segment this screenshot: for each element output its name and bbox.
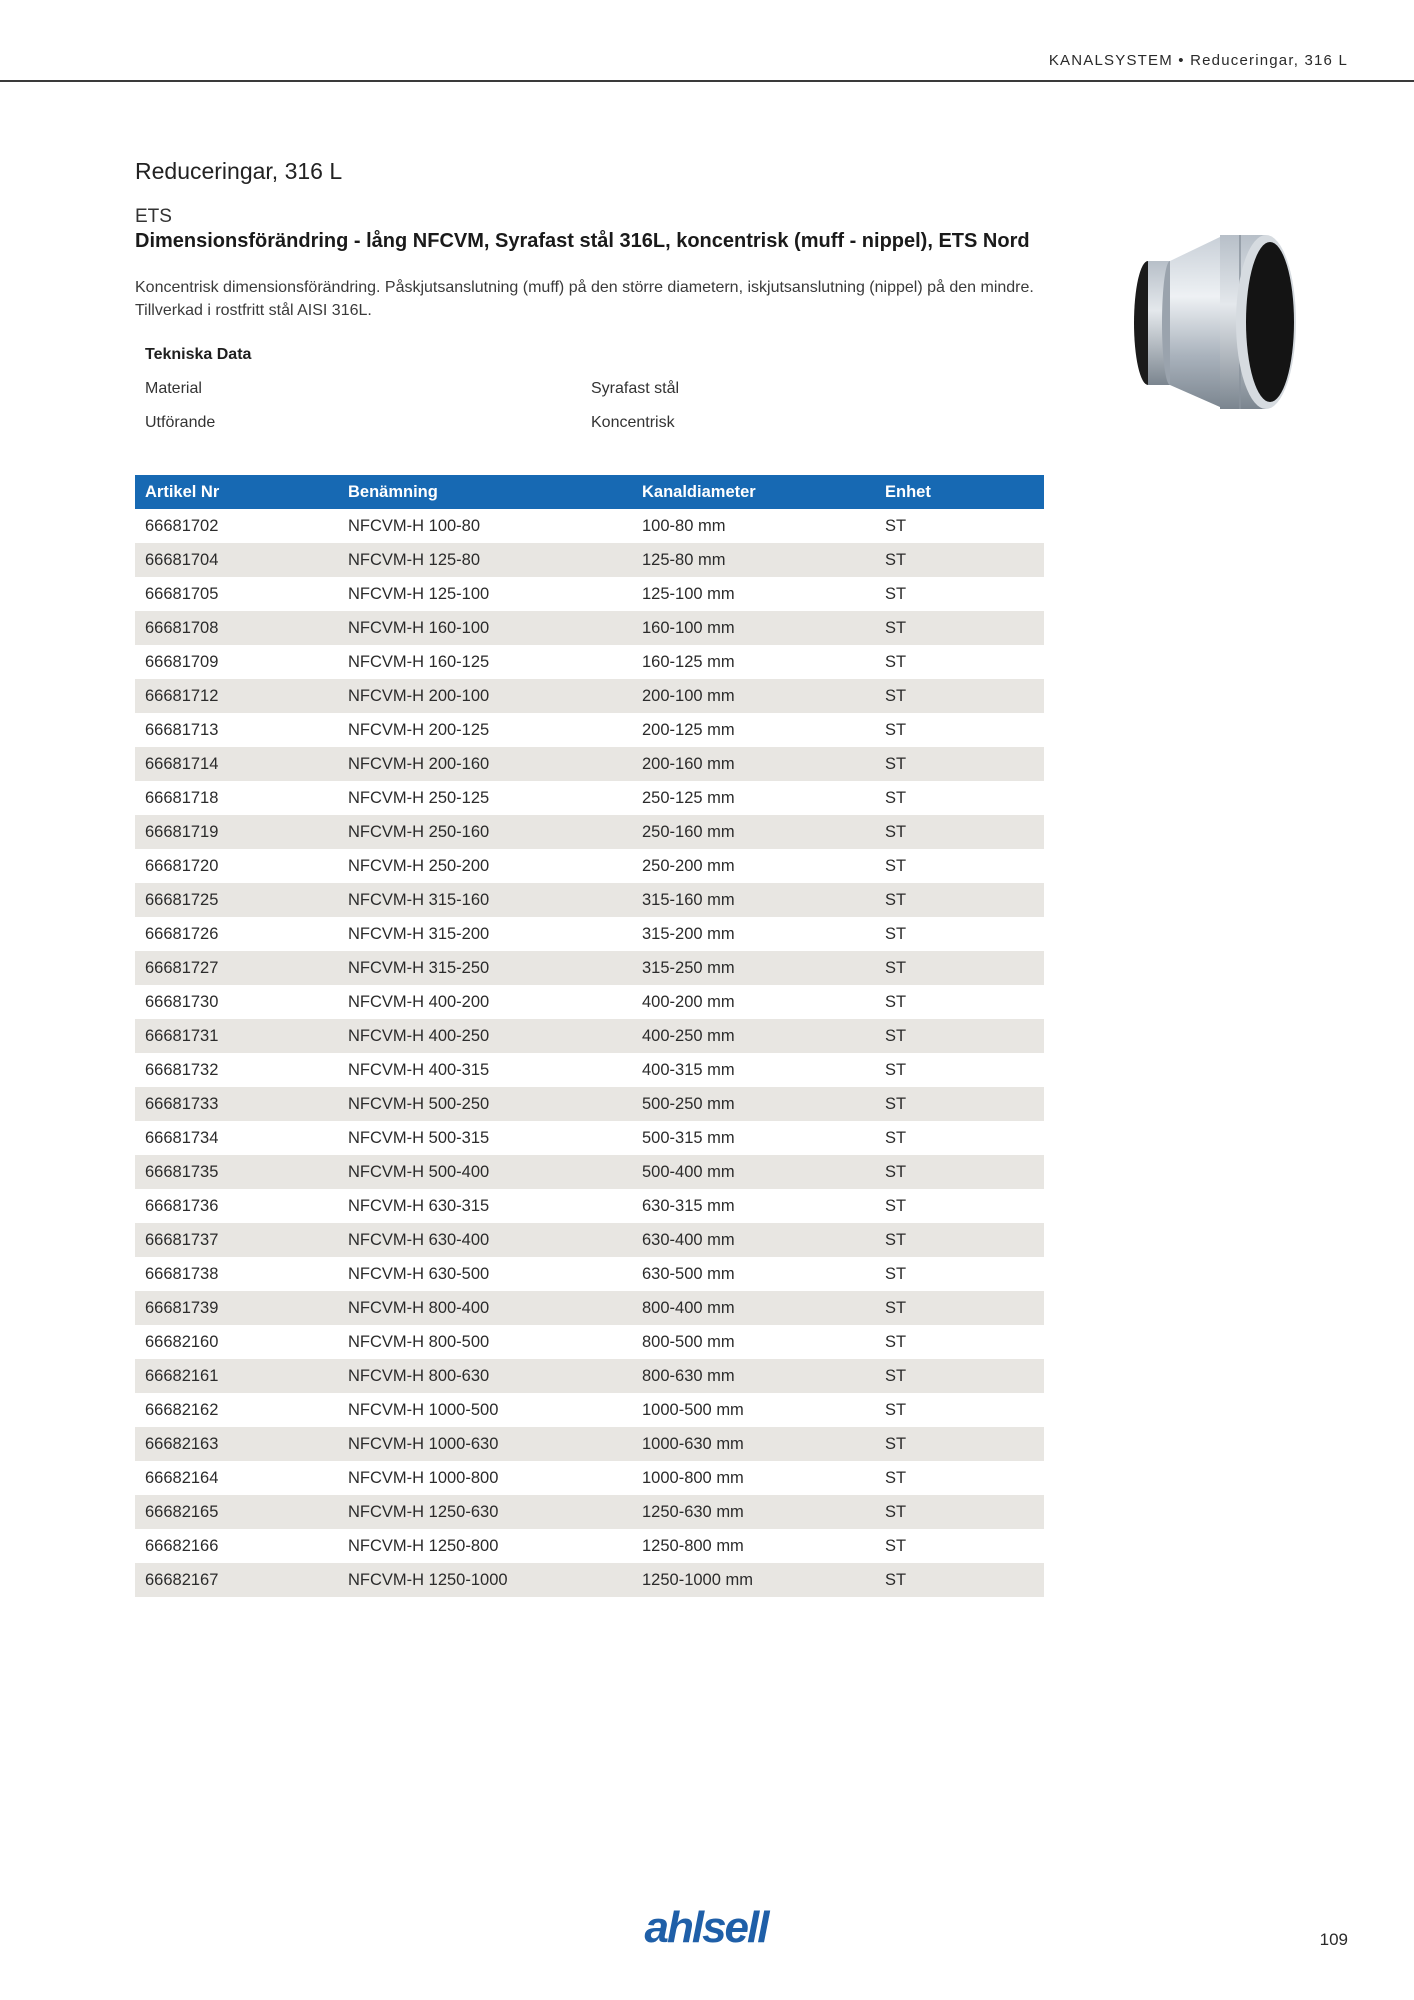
unit-cell: ST — [885, 652, 907, 671]
product-name-cell: NFCVM-H 800-400 — [338, 1291, 632, 1325]
article-number-cell: 66681730 — [145, 992, 219, 1011]
table-row — [135, 1087, 1044, 1121]
product-brand: ETS — [135, 206, 172, 227]
duct-diameter-cell: 500-400 mm — [632, 1155, 875, 1189]
unit-cell: ST — [885, 992, 907, 1011]
unit-cell: ST — [875, 1291, 1044, 1325]
product-name-cell: NFCVM-H 400-250 — [338, 1019, 632, 1053]
duct-diameter-cell: 1000-800 mm — [642, 1468, 744, 1487]
table-row — [135, 917, 1044, 951]
unit-cell: ST — [875, 611, 1044, 645]
column-header-unit: Enhet — [875, 475, 1044, 509]
table-row — [135, 1393, 1044, 1427]
technical-data-row — [135, 372, 1045, 406]
duct-diameter-cell: 400-200 mm — [642, 992, 735, 1011]
article-number-cell: 66682167 — [135, 1563, 338, 1597]
unit-cell: ST — [885, 720, 907, 739]
table-row — [135, 1223, 1044, 1257]
unit-cell: ST — [875, 1495, 1044, 1529]
duct-diameter-cell: 800-500 mm — [642, 1332, 735, 1351]
table-row — [135, 1325, 1044, 1359]
table-row — [135, 1189, 1044, 1223]
duct-diameter-cell: 800-630 mm — [632, 1359, 875, 1393]
duct-diameter-cell: 800-400 mm — [632, 1291, 875, 1325]
product-table — [135, 475, 1044, 1597]
duct-diameter-cell: 125-100 mm — [642, 584, 735, 603]
duct-diameter-cell: 200-125 mm — [642, 720, 735, 739]
article-number-cell: 66681720 — [145, 856, 219, 875]
unit-cell: ST — [875, 1563, 1044, 1597]
unit-cell: ST — [875, 815, 1044, 849]
reducer-product-image — [1120, 225, 1300, 425]
table-row — [135, 543, 1044, 577]
table-row — [135, 1053, 1044, 1087]
column-header-diameter: Kanaldiameter — [632, 475, 875, 509]
unit-cell: ST — [885, 1196, 907, 1215]
unit-cell: ST — [885, 516, 907, 535]
duct-diameter-cell: 250-125 mm — [642, 788, 735, 807]
duct-diameter-cell: 125-80 mm — [632, 543, 875, 577]
duct-diameter-cell: 630-315 mm — [642, 1196, 735, 1215]
article-number-cell: 66681727 — [135, 951, 338, 985]
product-name-cell: NFCVM-H 200-160 — [338, 747, 632, 781]
table-row — [135, 1121, 1044, 1155]
duct-diameter-cell: 100-80 mm — [642, 516, 726, 535]
column-header-article: Artikel Nr — [135, 475, 338, 509]
product-description: Koncentrisk dimensionsförändring. Påskjutsanslutning (muff) på den större diametern, iskjutsanslutning (nippel) på den mindre. Tillverkad i rostfritt stål AISI 316L. — [135, 279, 1034, 319]
technical-data-title: Tekniska Data — [145, 346, 252, 363]
unit-cell: ST — [885, 1536, 907, 1555]
article-number-cell: 66682165 — [135, 1495, 338, 1529]
article-number-cell: 66681705 — [145, 584, 219, 603]
duct-diameter-cell: 400-315 mm — [642, 1060, 735, 1079]
table-row — [135, 1019, 1044, 1053]
technical-data-row — [135, 406, 1045, 440]
product-name-cell: NFCVM-H 200-100 — [338, 679, 632, 713]
table-row — [135, 1257, 1044, 1291]
unit-cell: ST — [885, 1264, 907, 1283]
article-number-cell: 66681733 — [135, 1087, 338, 1121]
technical-data-label: Material — [145, 380, 202, 397]
unit-cell: ST — [885, 1468, 907, 1487]
article-number-cell: 66682161 — [135, 1359, 338, 1393]
article-number-cell: 66681712 — [135, 679, 338, 713]
table-row — [135, 1529, 1044, 1563]
article-number-cell: 66681737 — [135, 1223, 338, 1257]
table-row — [135, 679, 1044, 713]
duct-diameter-cell: 160-125 mm — [642, 652, 735, 671]
logo-text: ahlsell — [644, 1903, 768, 1952]
ahlsell-logo — [634, 1900, 779, 1954]
unit-cell: ST — [875, 883, 1044, 917]
unit-cell: ST — [875, 1359, 1044, 1393]
product-name-cell: NFCVM-H 125-100 — [348, 584, 490, 603]
article-number-cell: 66682163 — [135, 1427, 338, 1461]
unit-cell: ST — [875, 747, 1044, 781]
duct-diameter-cell: 1250-800 mm — [642, 1536, 744, 1555]
table-row — [135, 713, 1044, 747]
unit-cell: ST — [885, 1332, 907, 1351]
table-row — [135, 1461, 1044, 1495]
product-name-cell: NFCVM-H 160-100 — [338, 611, 632, 645]
product-name-cell: NFCVM-H 315-250 — [338, 951, 632, 985]
unit-cell: ST — [885, 1128, 907, 1147]
product-name-cell: NFCVM-H 1250-630 — [338, 1495, 632, 1529]
duct-diameter-cell: 1250-1000 mm — [632, 1563, 875, 1597]
technical-data — [135, 338, 1045, 440]
article-number-cell: 66681739 — [135, 1291, 338, 1325]
technical-data-value: Koncentrisk — [591, 414, 675, 431]
article-number-cell: 66681718 — [145, 788, 219, 807]
product-name-cell: NFCVM-H 800-500 — [348, 1332, 490, 1351]
product-name-cell: NFCVM-H 250-200 — [348, 856, 490, 875]
duct-diameter-cell: 1000-500 mm — [642, 1400, 744, 1419]
unit-cell: ST — [875, 1087, 1044, 1121]
unit-cell: ST — [885, 788, 907, 807]
article-number-cell: 66681719 — [135, 815, 338, 849]
product-name-cell: NFCVM-H 200-125 — [348, 720, 490, 739]
article-number-cell: 66682160 — [145, 1332, 219, 1351]
unit-cell: ST — [875, 951, 1044, 985]
product-name-cell: NFCVM-H 1000-630 — [338, 1427, 632, 1461]
table-row — [135, 577, 1044, 611]
product-name-cell: NFCVM-H 500-400 — [338, 1155, 632, 1189]
unit-cell: ST — [875, 543, 1044, 577]
duct-diameter-cell: 1250-630 mm — [632, 1495, 875, 1529]
section-title: Reduceringar, 316 L — [135, 158, 343, 184]
table-body — [135, 509, 1044, 1597]
header-divider — [0, 80, 1414, 82]
article-number-cell: 66681714 — [135, 747, 338, 781]
article-number-cell: 66681731 — [135, 1019, 338, 1053]
column-header-name: Benämning — [338, 475, 632, 509]
table-row — [135, 1563, 1044, 1597]
product-name-cell: NFCVM-H 1000-800 — [348, 1468, 499, 1487]
running-header: KANALSYSTEM • Reduceringar, 316 L — [1048, 52, 1348, 69]
article-number-cell: 66682162 — [145, 1400, 219, 1419]
article-number-cell: 66681704 — [135, 543, 338, 577]
product-title: Dimensionsförändring - lång NFCVM, Syrafast stål 316L, koncentrisk (muff - nippel), ETS Nord — [135, 230, 1030, 252]
duct-diameter-cell: 160-100 mm — [632, 611, 875, 645]
unit-cell: ST — [875, 1427, 1044, 1461]
article-number-cell: 66682166 — [145, 1536, 219, 1555]
table-row — [135, 747, 1044, 781]
table-row — [135, 611, 1044, 645]
article-number-cell: 66681713 — [145, 720, 219, 739]
unit-cell: ST — [885, 1060, 907, 1079]
duct-diameter-cell: 500-250 mm — [632, 1087, 875, 1121]
article-number-cell: 66681708 — [135, 611, 338, 645]
product-name-cell: NFCVM-H 315-200 — [348, 924, 490, 943]
table-row — [135, 1427, 1044, 1461]
table-row — [135, 509, 1044, 543]
product-name-cell: NFCVM-H 1250-1000 — [338, 1563, 632, 1597]
duct-diameter-cell: 200-160 mm — [632, 747, 875, 781]
article-number-cell: 66681736 — [145, 1196, 219, 1215]
article-number-cell: 66681709 — [145, 652, 219, 671]
table-row — [135, 815, 1044, 849]
unit-cell: ST — [875, 1223, 1044, 1257]
product-name-cell: NFCVM-H 400-200 — [348, 992, 490, 1011]
product-name-cell: NFCVM-H 1250-800 — [348, 1536, 499, 1555]
technical-data-label: Utförande — [145, 414, 216, 431]
unit-cell: ST — [885, 1400, 907, 1419]
product-name-cell: NFCVM-H 250-125 — [348, 788, 490, 807]
product-name-cell: NFCVM-H 800-630 — [338, 1359, 632, 1393]
article-number-cell: 66681738 — [145, 1264, 219, 1283]
product-name-cell: NFCVM-H 630-500 — [348, 1264, 490, 1283]
duct-diameter-cell: 630-400 mm — [632, 1223, 875, 1257]
table-row — [135, 849, 1044, 883]
unit-cell: ST — [885, 584, 907, 603]
table-row — [135, 1359, 1044, 1393]
technical-data-value: Syrafast stål — [591, 380, 680, 397]
table-row — [135, 781, 1044, 815]
duct-diameter-cell: 400-250 mm — [632, 1019, 875, 1053]
table-row — [135, 985, 1044, 1019]
table-header-row — [135, 475, 1044, 509]
product-name-cell: NFCVM-H 315-160 — [338, 883, 632, 917]
article-number-cell: 66681725 — [135, 883, 338, 917]
page-number: 109 — [1319, 1930, 1348, 1949]
table-row — [135, 951, 1044, 985]
product-name-cell: NFCVM-H 500-250 — [338, 1087, 632, 1121]
duct-diameter-cell: 1000-630 mm — [632, 1427, 875, 1461]
unit-cell: ST — [885, 924, 907, 943]
product-name-cell: NFCVM-H 400-315 — [348, 1060, 490, 1079]
product-name-cell: NFCVM-H 630-400 — [338, 1223, 632, 1257]
table-row — [135, 1291, 1044, 1325]
product-name-cell: NFCVM-H 125-80 — [338, 543, 632, 577]
duct-diameter-cell: 315-160 mm — [632, 883, 875, 917]
duct-diameter-cell: 315-250 mm — [632, 951, 875, 985]
article-number-cell: 66681726 — [145, 924, 219, 943]
article-number-cell: 66682164 — [145, 1468, 219, 1487]
table-row — [135, 645, 1044, 679]
unit-cell: ST — [875, 679, 1044, 713]
unit-cell: ST — [885, 856, 907, 875]
article-number-cell: 66681735 — [135, 1155, 338, 1189]
unit-cell: ST — [875, 1155, 1044, 1189]
product-name-cell: NFCVM-H 250-160 — [338, 815, 632, 849]
table-row — [135, 1155, 1044, 1189]
article-number-cell: 66681734 — [145, 1128, 219, 1147]
duct-diameter-cell: 630-500 mm — [642, 1264, 735, 1283]
product-name-cell: NFCVM-H 1000-500 — [348, 1400, 499, 1419]
product-name-cell: NFCVM-H 500-315 — [348, 1128, 490, 1147]
unit-cell: ST — [875, 1019, 1044, 1053]
product-name-cell: NFCVM-H 100-80 — [348, 516, 481, 535]
table-row — [135, 1495, 1044, 1529]
article-number-cell: 66681732 — [145, 1060, 219, 1079]
product-name-cell: NFCVM-H 630-315 — [348, 1196, 490, 1215]
table-row — [135, 883, 1044, 917]
duct-diameter-cell: 500-315 mm — [642, 1128, 735, 1147]
duct-diameter-cell: 200-100 mm — [632, 679, 875, 713]
product-name-cell: NFCVM-H 160-125 — [348, 652, 490, 671]
duct-diameter-cell: 250-160 mm — [632, 815, 875, 849]
duct-diameter-cell: 250-200 mm — [642, 856, 735, 875]
article-number-cell: 66681702 — [145, 516, 219, 535]
duct-diameter-cell: 315-200 mm — [642, 924, 735, 943]
